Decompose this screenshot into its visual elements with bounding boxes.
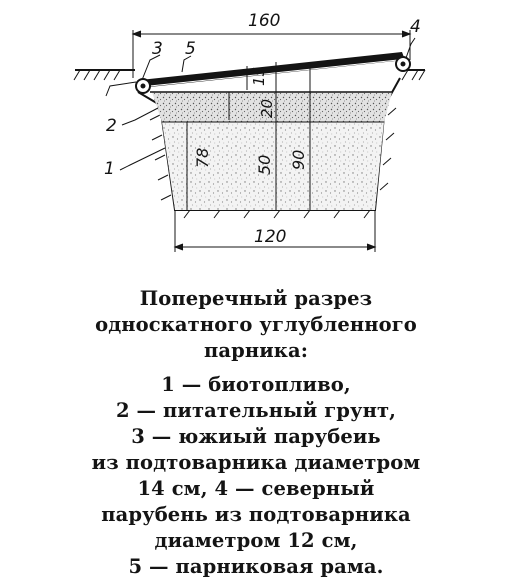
label-fuel: 1 (104, 159, 115, 179)
caption-title-line: парника: (204, 339, 308, 362)
legend-line: из подтоварника диаметром (91, 451, 421, 474)
legend-line: парубень из подтоварника (101, 503, 411, 526)
dimension-wall-height-label: 78 (193, 147, 212, 168)
legend-line: 1 — биотопливо, (161, 373, 351, 396)
legend-line: 2 — питательный грунт, (115, 399, 397, 422)
dimension-soil-depth-label: 20 (258, 98, 276, 118)
caption-title-line: Поперечный разрез (139, 287, 373, 310)
greenhouse-frame (140, 52, 405, 88)
dimension-bottom-label: 120 (254, 227, 287, 247)
label-north-log: 4 (410, 17, 421, 37)
label-frame: 5 (185, 39, 196, 59)
legend-line: диаметром 12 см, (154, 529, 358, 552)
legend-line: 3 — южиый парубеиь (131, 425, 381, 448)
caption-title (0, 286, 512, 364)
legend-line: 14 см, 4 — северный (137, 477, 375, 500)
south-log (136, 79, 150, 93)
dimension-top-label: 160 (248, 11, 281, 31)
caption (0, 286, 512, 580)
caption-title-line: односкатного углубленного (95, 313, 417, 336)
dimension-total-depth-label: 90 (289, 149, 308, 170)
legend-line: 5 — парниковая рама. (128, 555, 384, 578)
label-south-log: 3 (152, 39, 163, 59)
label-soil: 2 (106, 116, 117, 136)
dimension-frame-rise-label: 15 (250, 66, 268, 86)
caption-legend (0, 372, 512, 580)
greenhouse-cross-section (0, 0, 512, 285)
dimension-fuel-depth-label: 50 (255, 154, 274, 175)
north-log (396, 57, 410, 71)
